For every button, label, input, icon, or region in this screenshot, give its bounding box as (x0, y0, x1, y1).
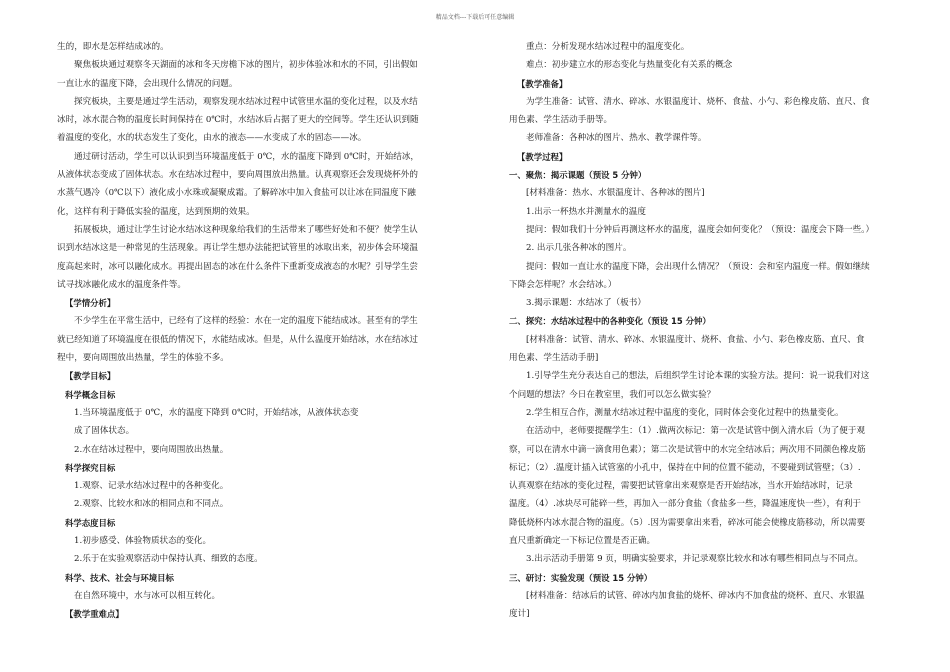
text-line: 2. 出示几张各种冰的图片。 (526, 243, 632, 254)
text-line: 从液体状态变成了固体状态。水在结冰过程中，要向周围放出热量。认真观察还会发现烧杯外的 (57, 170, 418, 181)
text-line: 用色素、学生活动手册等。 (509, 115, 613, 126)
section-heading: 三、研讨：实验发现（预设 15 分钟） (509, 572, 653, 583)
text-line: 成了固体状态。 (74, 426, 135, 437)
text-line: 程中，要向周围放出热量，学生的体验不多。 (57, 353, 229, 364)
text-line: 着温度的变化，水的状态发生了变化，由水的液态——水变成了水的固态——冰。 (57, 133, 367, 144)
text-line: 老师准备：各种冰的图片、热水、教学课件等。 (526, 133, 707, 144)
text-line: 个问题的想法？今日在教室里，我们可以怎么做实验？ (509, 389, 716, 400)
text-line: 认真观察在结冰的变化过程，需要把试管拿出来观察是否开始结冰，当水开始结冰时，记录 (509, 481, 853, 492)
text-line: 试寻找冰融化成水的温度条件等。 (57, 279, 186, 290)
text-line: 在自然环境中，水与冰可以相互转化。 (74, 590, 221, 601)
text-line: 聚焦板块通过观察冬天湖面的冰和冬天房檐下冰的图片，初步体验冰和水的不同，引出假如 (74, 60, 418, 71)
right-column (509, 40, 914, 626)
text-line: 下降会怎样呢？水会结冰。） (509, 279, 617, 290)
text-line: 生的，即水是怎样结成冰的。 (57, 42, 169, 52)
text-line: 重点：分析发现水结冰过程中的温度变化。 (526, 42, 690, 52)
text-line: 探究板块，主要是通过学生活动，观察发现水结冰过程中试管里水温的变化过程，以及水结 (74, 96, 418, 107)
section-heading: 一、聚焦：揭示课题（预设 5 分钟） (509, 170, 647, 181)
text-line: 2.水在结冰过程中，要向周围放出热量。 (74, 444, 229, 455)
text-line: 1.初步感受、体验物质状态的变化。 (74, 536, 212, 547)
text-line: 难点：初步建立水的形态变化与热量变化有关系的概念 (526, 60, 733, 71)
text-line: 化，这样有利于降低实验的温度，达到预期的效果。 (57, 206, 255, 217)
text-line: 度高起来时，冰可以融化成水。再提出固态的冰在什么条件下重新变成液态的水呢？引导学生尝 (57, 261, 418, 272)
text-line: 不少学生在平常生活中，已经有了这样的经验：水在一定的温度下能结成冰。甚至有的学生 (74, 316, 418, 327)
section-heading: 科学、技术、社会与环境目标 (65, 572, 174, 583)
section-heading: 科学态度目标 (65, 517, 116, 528)
text-line: 1.当环境温度低于 0℃，水的温度下降到 0℃时，开始结冰，从液体状态变 (74, 407, 359, 418)
text-line: 察，可以在清水中滴一滴食用色素）；第二次是试管中的水完全结冰后；两次用不同颜色橡皮筋 (509, 444, 866, 455)
text-line: 度计] (509, 609, 530, 620)
section-heading: 科学概念目标 (65, 389, 116, 400)
text-line: 2.观察、比较水和冰的相同点和不同点。 (74, 499, 229, 510)
section-heading: 【学情分析】 (65, 298, 116, 309)
text-line: [材料准备：结冰后的试管、碎冰内加食盐的烧杯、碎冰内不加食盐的烧杯、直尺、水银温 (526, 590, 865, 601)
text-line: 通过研讨活动，学生可以认识到当环境温度低于 0℃，水的温度下降到 0℃时，开始结冰， (74, 151, 420, 162)
text-line: 就已经知道了环境温度在很低的情况下，水能结成冰。但是，从什么温度开始结冰，水在结冰过 (57, 334, 418, 345)
text-line: 拓展板块，通过让学生讨论水结冰这种现象给我们的生活带来了哪些好处和不便？使学生认 (74, 224, 418, 235)
text-line: 冰时，冰水混合物的温度长时间保持在 0℃时，水结冰后占据了更大的空间等。学生还认识到随 (57, 115, 419, 126)
text-line: 用色素、学生活动手册] (509, 353, 599, 364)
text-line: 提问：假如一直让水的温度下降，会出现什么情况？（预设：会和室内温度一样。假如继续 (526, 261, 870, 272)
section-heading: 【教学过程】 (517, 151, 568, 162)
text-line: 降低烧杯内冰水混合物的温度。（5）.因为需要拿出来看，碎冰可能会使橡皮筋移动，所以需要 (509, 517, 866, 528)
text-line: 水蒸气遇冷（0℃以下）液化成小水珠或凝聚成霜。了解碎冰中加入食盐可以让冰在同温度下融 (57, 188, 416, 199)
text-line: 1.引导学生充分表达自己的想法，后组织学生讨论本课的实验方法。提问：说一说我们对这 (526, 371, 870, 382)
text-line: 2.乐于在实验观察活动中保持认真、细致的态度。 (74, 554, 263, 565)
text-line: 直尺重新确定一下标记位置是否正确。 (509, 536, 656, 547)
text-line: 提问：假如我们十分钟后再测这杯水的温度，温度会如何变化？（预设：温度会下降一些。） (526, 224, 875, 235)
section-heading: 【教学目标】 (65, 371, 116, 382)
text-line: [材料准备：热水、水银温度计、各种冰的图片] (526, 188, 705, 199)
text-line: 识到水结冰这是一种常见的生活现象。再让学生想办法能把试管里的冰取出来，初步体会环境温 (57, 243, 418, 254)
text-line: 2.学生相互合作，测量水结冰过程中温度的变化，同时体会变化过程中的热量变化。 (526, 407, 844, 418)
text-line: 为学生准备：试管、清水、碎冰、水银温度计、烧杯、食盐、小勺、彩色橡皮筋、直尺、食 (526, 96, 870, 107)
text-line: 在活动中，老师要提醒学生：（1）.做两次标记：第一次是试管中倒入清水后（为了便于观 (526, 426, 866, 437)
left-column (57, 40, 457, 626)
section-heading: 二、探究：水结冰过程中的各种变化（预设 15 分钟） (509, 316, 711, 327)
text-line: 3.揭示课题：水结冰了（板书） (526, 298, 646, 309)
text-line: [材料准备：试管、清水、碎冰、水银温度计、烧杯、食盐、小勺、彩色橡皮筋、直尺、食 (526, 334, 865, 345)
header-note: 精品文档---下载后可任意编辑 (435, 14, 515, 21)
text-line: 温度。（4）.冰块尽可能碎一些，再加入一部分食盐（食盐多一些，降温速度快一些），有利于 (509, 499, 861, 510)
text-line: 3.出示活动手册第 9 页，明确实验要求，并记录观察比较水和冰有哪些相同点与不同点。 (526, 554, 864, 565)
text-line: 标记；（2）.温度计插入试管塞的小孔中，保持在中间的位置不能动，不要碰到试管壁；（3）. (509, 462, 861, 473)
section-heading: 科学探究目标 (65, 462, 116, 473)
section-heading: 【教学重难点】 (65, 609, 124, 620)
text-line: 1.观察、记录水结冰过程中的各种变化。 (74, 481, 229, 492)
text-line: 一直让水的温度下降，会出现什么情况的问题。 (57, 78, 238, 89)
section-heading: 【教学准备】 (517, 78, 568, 89)
text-line: 1.出示一杯热水并测量水的温度 (526, 206, 646, 217)
